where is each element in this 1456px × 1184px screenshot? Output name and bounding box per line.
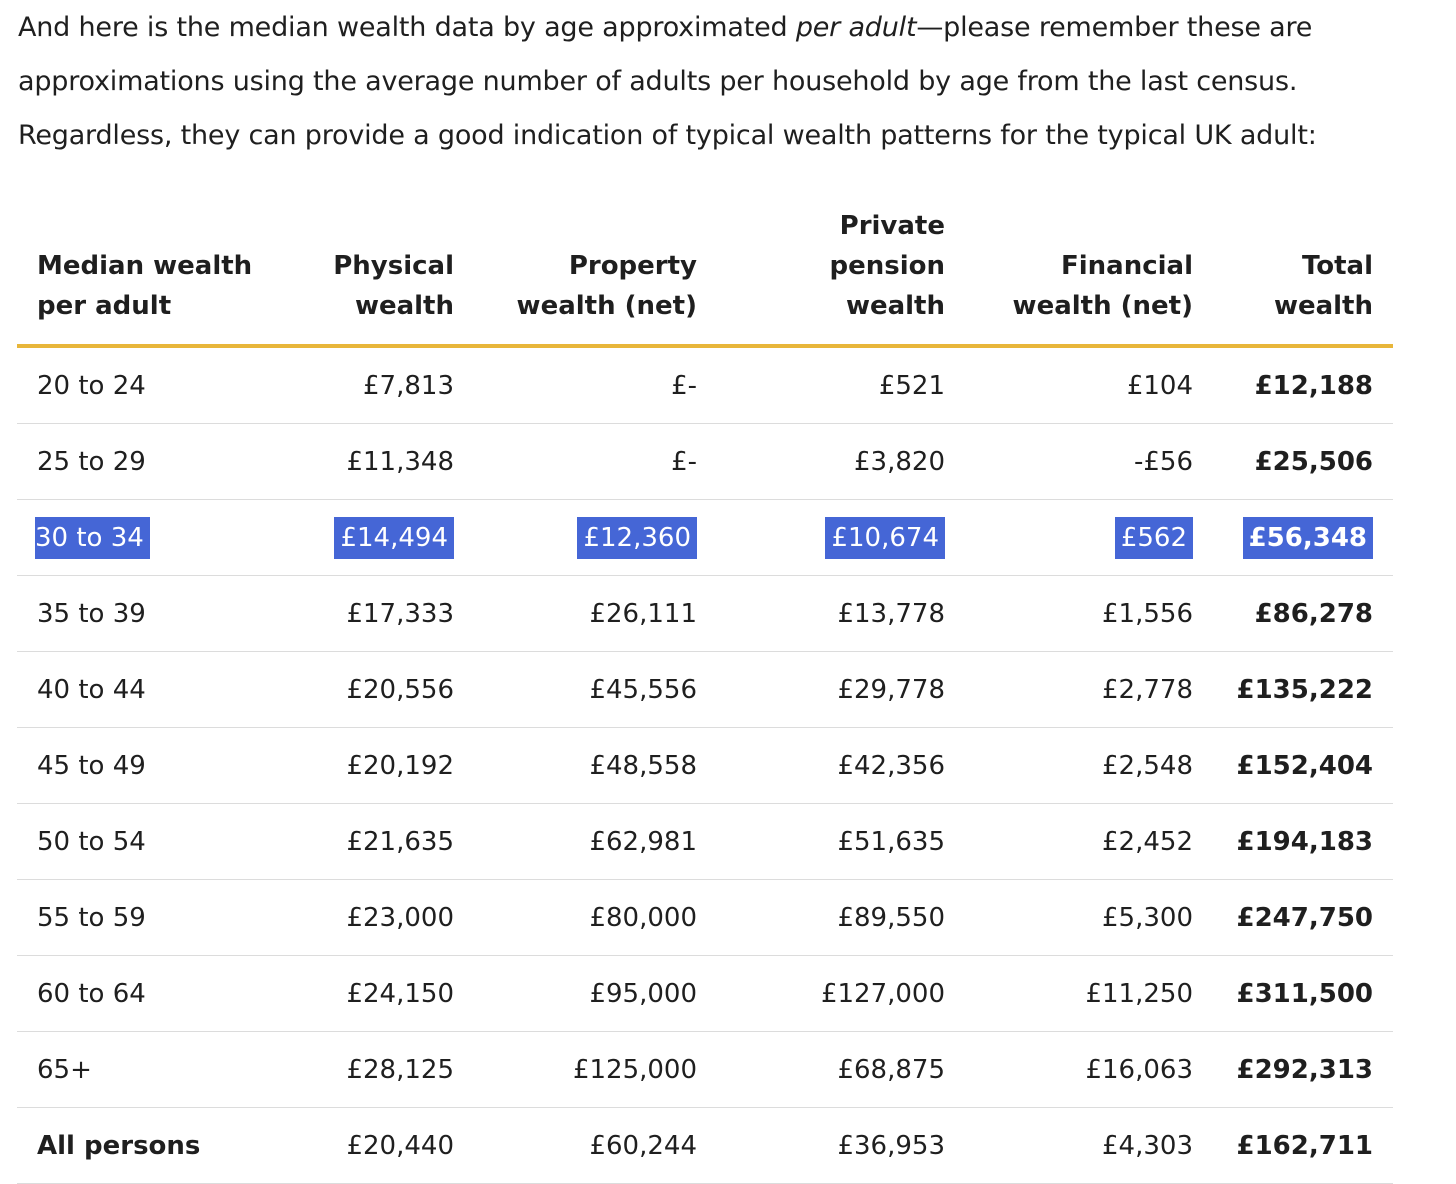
age-cell xyxy=(17,576,297,652)
property-cell-text: £80,000 xyxy=(589,902,697,933)
physical-cell-text: £14,494 xyxy=(334,517,454,559)
financial-cell-text: £2,548 xyxy=(1102,750,1193,781)
physical-cell xyxy=(297,1032,474,1108)
pension-cell xyxy=(717,346,965,424)
property-cell-text: £48,558 xyxy=(589,750,697,781)
total-cell xyxy=(1213,346,1393,424)
pension-cell-text: £3,820 xyxy=(854,446,945,477)
pension-cell-text: £51,635 xyxy=(837,826,945,857)
total-cell-text: £12,188 xyxy=(1254,370,1373,401)
total-cell-text: £86,278 xyxy=(1254,598,1373,629)
property-cell-text: £- xyxy=(671,370,697,401)
age-cell-text: 45 to 49 xyxy=(37,750,146,781)
property-cell xyxy=(474,500,717,576)
financial-cell-text: £5,300 xyxy=(1102,902,1193,933)
physical-cell-text: £20,440 xyxy=(346,1130,454,1161)
table-row xyxy=(17,576,1393,652)
wealth-table xyxy=(17,206,1393,1184)
property-cell xyxy=(474,652,717,728)
intro-line-1-end: —please remember these are xyxy=(916,12,1313,43)
age-cell-text: 30 to 34 xyxy=(35,517,150,559)
table-row xyxy=(17,500,1393,576)
pension-cell-text: £13,778 xyxy=(837,598,945,629)
financial-cell-text: £16,063 xyxy=(1085,1054,1193,1085)
physical-cell-text: £7,813 xyxy=(363,370,454,401)
pension-cell-text: £89,550 xyxy=(837,902,945,933)
financial-cell-text: £2,452 xyxy=(1102,826,1193,857)
property-cell xyxy=(474,576,717,652)
total-cell xyxy=(1213,956,1393,1032)
property-cell xyxy=(474,728,717,804)
header-property-line2: wealth (net) xyxy=(516,291,697,321)
pension-cell-text: £68,875 xyxy=(837,1054,945,1085)
header-age-line2: per adult xyxy=(37,291,172,321)
header-property xyxy=(474,206,717,346)
age-cell xyxy=(17,1108,297,1184)
property-cell xyxy=(474,804,717,880)
physical-cell xyxy=(297,880,474,956)
intro-line-1-start: And here is the median wealth data by age approximated xyxy=(18,12,796,43)
wealth-table-header xyxy=(17,206,1393,346)
physical-cell-text: £17,333 xyxy=(346,598,454,629)
pension-cell-text: £29,778 xyxy=(837,674,945,705)
physical-cell xyxy=(297,576,474,652)
table-row xyxy=(17,728,1393,804)
financial-cell-text: -£56 xyxy=(1133,446,1193,477)
header-total-line1: Total xyxy=(1301,251,1373,281)
age-cell-text: All persons xyxy=(37,1130,201,1161)
financial-cell xyxy=(965,956,1213,1032)
physical-cell xyxy=(297,424,474,500)
table-row xyxy=(17,804,1393,880)
header-pension xyxy=(717,206,965,346)
financial-cell xyxy=(965,500,1213,576)
pension-cell xyxy=(717,576,965,652)
header-physical-line2: wealth xyxy=(354,291,454,321)
physical-cell xyxy=(297,346,474,424)
table-row xyxy=(17,956,1393,1032)
financial-cell-text: £2,778 xyxy=(1102,674,1193,705)
header-physical xyxy=(297,206,474,346)
total-cell xyxy=(1213,424,1393,500)
pension-cell xyxy=(717,880,965,956)
age-cell xyxy=(17,424,297,500)
age-cell-text: 35 to 39 xyxy=(37,598,146,629)
financial-cell-text: £562 xyxy=(1115,517,1193,559)
property-cell-text: £60,244 xyxy=(589,1130,697,1161)
total-cell xyxy=(1213,880,1393,956)
property-cell xyxy=(474,1108,717,1184)
header-pension-line2: pension wealth xyxy=(829,251,945,321)
total-cell-text: £56,348 xyxy=(1243,517,1373,559)
header-physical-line1: Physical xyxy=(333,251,454,281)
property-cell-text: £12,360 xyxy=(577,517,697,559)
financial-cell xyxy=(965,728,1213,804)
pension-cell xyxy=(717,1032,965,1108)
property-cell-text: £- xyxy=(671,446,697,477)
financial-cell xyxy=(965,652,1213,728)
total-cell xyxy=(1213,1032,1393,1108)
property-cell-text: £26,111 xyxy=(589,598,697,629)
property-cell-text: £45,556 xyxy=(589,674,697,705)
table-row xyxy=(17,346,1393,424)
age-cell-text: 40 to 44 xyxy=(37,674,146,705)
table-row xyxy=(17,1032,1393,1108)
header-total-line2: wealth xyxy=(1273,291,1373,321)
total-cell-text: £135,222 xyxy=(1236,674,1373,705)
table-row xyxy=(17,652,1393,728)
pension-cell xyxy=(717,652,965,728)
property-cell xyxy=(474,956,717,1032)
property-cell-text: £125,000 xyxy=(572,1054,697,1085)
total-cell xyxy=(1213,728,1393,804)
total-cell-text: £247,750 xyxy=(1236,902,1373,933)
age-cell xyxy=(17,880,297,956)
table-row xyxy=(17,880,1393,956)
pension-cell-text: £36,953 xyxy=(837,1130,945,1161)
financial-cell xyxy=(965,804,1213,880)
header-total xyxy=(1213,206,1393,346)
age-cell xyxy=(17,728,297,804)
physical-cell xyxy=(297,956,474,1032)
property-cell xyxy=(474,880,717,956)
physical-cell-text: £21,635 xyxy=(346,826,454,857)
financial-cell xyxy=(965,1032,1213,1108)
header-pension-line1: Private xyxy=(839,211,945,241)
financial-cell xyxy=(965,1108,1213,1184)
physical-cell xyxy=(297,1108,474,1184)
age-cell-text: 25 to 29 xyxy=(37,446,146,477)
header-row xyxy=(17,206,1393,346)
total-cell xyxy=(1213,652,1393,728)
financial-cell xyxy=(965,424,1213,500)
pension-cell xyxy=(717,424,965,500)
financial-cell xyxy=(965,880,1213,956)
intro-emphasis: per adult xyxy=(795,12,917,43)
pension-cell xyxy=(717,804,965,880)
physical-cell xyxy=(297,652,474,728)
total-cell xyxy=(1213,804,1393,880)
age-cell xyxy=(17,500,297,576)
pension-cell-text: £521 xyxy=(878,370,945,401)
property-cell-text: £62,981 xyxy=(589,826,697,857)
total-cell-text: £25,506 xyxy=(1254,446,1373,477)
age-cell xyxy=(17,804,297,880)
pension-cell xyxy=(717,956,965,1032)
physical-cell-text: £11,348 xyxy=(346,446,454,477)
total-cell xyxy=(1213,1108,1393,1184)
financial-cell xyxy=(965,346,1213,424)
header-age-line1: Median wealth xyxy=(37,251,253,281)
header-property-line1: Property xyxy=(568,251,697,281)
total-cell-text: £311,500 xyxy=(1236,978,1373,1009)
intro-line-1 xyxy=(18,1,1418,55)
property-cell xyxy=(474,346,717,424)
property-cell xyxy=(474,1032,717,1108)
physical-cell-text: £20,556 xyxy=(346,674,454,705)
pension-cell-text: £127,000 xyxy=(820,978,945,1009)
age-cell xyxy=(17,956,297,1032)
total-cell-text: £162,711 xyxy=(1236,1130,1373,1161)
financial-cell-text: £11,250 xyxy=(1085,978,1193,1009)
age-cell-text: 55 to 59 xyxy=(37,902,146,933)
age-cell-text: 65+ xyxy=(37,1054,92,1085)
physical-cell-text: £23,000 xyxy=(346,902,454,933)
table-row xyxy=(17,1108,1393,1184)
property-cell-text: £95,000 xyxy=(589,978,697,1009)
physical-cell xyxy=(297,728,474,804)
pension-cell xyxy=(717,500,965,576)
physical-cell xyxy=(297,804,474,880)
intro-line-2: approximations using the average number of adults per household by age from the last census. xyxy=(18,66,1298,97)
age-cell-text: 60 to 64 xyxy=(37,978,146,1009)
total-cell-text: £292,313 xyxy=(1236,1054,1373,1085)
header-age xyxy=(17,206,297,346)
total-cell-text: £194,183 xyxy=(1236,826,1373,857)
intro-paragraph xyxy=(18,0,1418,163)
age-cell-text: 20 to 24 xyxy=(37,370,146,401)
total-cell-text: £152,404 xyxy=(1236,750,1373,781)
pension-cell xyxy=(717,1108,965,1184)
total-cell xyxy=(1213,500,1393,576)
pension-cell xyxy=(717,728,965,804)
intro-line-3: Regardless, they can provide a good indication of typical wealth patterns for the typical UK adult: xyxy=(18,120,1317,151)
financial-cell-text: £1,556 xyxy=(1102,598,1193,629)
age-cell xyxy=(17,1032,297,1108)
pension-cell-text: £42,356 xyxy=(837,750,945,781)
age-cell xyxy=(17,652,297,728)
property-cell xyxy=(474,424,717,500)
wealth-table-body xyxy=(17,346,1393,1184)
physical-cell-text: £20,192 xyxy=(346,750,454,781)
financial-cell xyxy=(965,576,1213,652)
table-row xyxy=(17,424,1393,500)
physical-cell xyxy=(297,500,474,576)
pension-cell-text: £10,674 xyxy=(825,517,945,559)
physical-cell-text: £24,150 xyxy=(346,978,454,1009)
age-cell-text: 50 to 54 xyxy=(37,826,146,857)
header-financial-line1: Financial xyxy=(1060,251,1193,281)
total-cell xyxy=(1213,576,1393,652)
header-financial xyxy=(965,206,1213,346)
age-cell xyxy=(17,346,297,424)
header-financial-line2: wealth (net) xyxy=(1012,291,1193,321)
financial-cell-text: £4,303 xyxy=(1102,1130,1193,1161)
financial-cell-text: £104 xyxy=(1126,370,1193,401)
physical-cell-text: £28,125 xyxy=(346,1054,454,1085)
